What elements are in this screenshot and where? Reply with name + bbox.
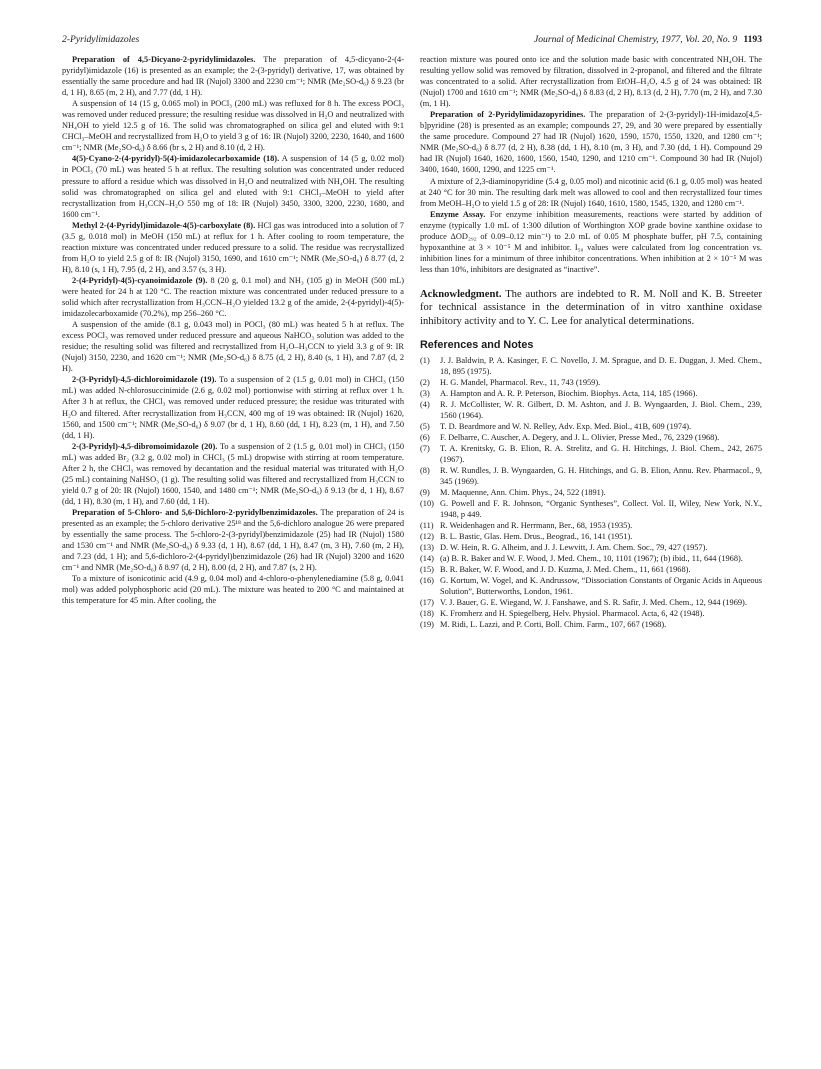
reference-item xyxy=(420,355,762,377)
reference-text: F. Delbarre, C. Auscher, A. Degery, and J. L. Olivier, Presse Med., 76, 2329 (1968). xyxy=(440,433,720,443)
right-column-paragraphs xyxy=(420,54,762,275)
reference-number: (18) xyxy=(420,609,434,619)
reference-item xyxy=(420,421,762,432)
reference-number: (3) xyxy=(420,389,430,399)
right-column-paragraph xyxy=(420,109,762,175)
left-column-paragraph xyxy=(62,441,404,507)
reference-item xyxy=(420,542,762,553)
paragraph-text: The preparation of 24 is presented as an example; the 5-chloro derivative 25¹⁸ and the 5,6-dichloro analogue 26 were prepared by essentially the same process. The 5-chloro-2-(3-pyridyl)benzimidazole (25) had IR (Nujol) 1580 and 1530 cm⁻¹ and NMR (Me₂SO-d₆) δ 9.33 (d, 1 H), 8.67 (dd, 1 H), 8.47 (m, 3 H), 7.60 (m, 2 H), and 7.23 (dd, 1 H); and 5,6-dichloro-2-(4-pyridyl)benzimidazole (26) had IR (Nujol) 3200 and 1620 cm⁻¹ and NMR (Me₂SO-d₆) δ 8.97 (d, 2 H), 8.00 (d, 2 H), and 7.87 (s, 2 H). xyxy=(62,507,404,573)
reference-number: (15) xyxy=(420,565,434,575)
reference-number: (14) xyxy=(420,554,434,564)
reference-item xyxy=(420,487,762,498)
reference-item xyxy=(420,608,762,619)
reference-item xyxy=(420,377,762,388)
reference-text: T. D. Beardmore and W. N. Relley, Adv. Exp. Med. Biol., 41B, 609 (1974). xyxy=(440,422,692,432)
paragraph-text: The preparation of 4,5-dicyano-2-(4-pyridyl)imidazole (16) is presented as an example; the 2-(3-pyridyl) derivative, 17, was obtained by essentially the same procedure and had IR (Nujol) 3300 and 2230 cm⁻¹; NMR (Me₂SO-d₆) δ 9.23 (br d, 1 H), 8.65 (m, 2 H), and 7.77 (dd, 1 H). xyxy=(62,55,405,98)
journal-page xyxy=(62,34,762,630)
reference-text: G. Powell and F. R. Johnson, “Organic Syntheses”, Collect. Vol. II, Wiley, New York, N.Y., 1948, p 449. xyxy=(440,499,762,520)
left-column-paragraph xyxy=(62,54,404,98)
paragraph-text: A suspension of 14 (15 g, 0.065 mol) in POCl₃ (200 mL) was refluxed for 8 h. The excess POCl₃ was removed under reduced pressure; the resulting residue was dissolved in H₂O and neutralized with NH₄OH to yield 12.5 g of 16. The solid was chromatographed on silica gel and eluted with 9:1 CHCl₃–MeOH and recrystallized from H₂O to yield 3 g of 16: IR (Nujol) 3200, 2230, 1640, and 1600 cm⁻¹; NMR (Me₂SO-d₆) δ 8.66 (br s, 2 H) and 8.10 (d, 2 H). xyxy=(62,99,404,153)
acknowledgment-text: The authors are indebted to R. M. Noll and K. B. Streeter for technical assistance in the determination of in vitro xanthine oxidase inhibitory activity and to Y. C. Lee for analytical determinations. xyxy=(420,288,762,327)
reference-text: M. Ridi, L. Lazzi, and P. Corti, Boll. Chim. Farm., 107, 667 (1968). xyxy=(440,620,667,630)
reference-number: (12) xyxy=(420,532,434,542)
reference-text: T. A. Krenitsky, G. B. Elion, R. A. Strelitz, and G. H. Hitchings, J. Biol. Chem., 242, 2675 (1967). xyxy=(440,444,762,465)
reference-number: (2) xyxy=(420,378,430,388)
reference-text: R. Weidenhagen and R. Herrmann, Ber., 68, 1953 (1935). xyxy=(440,521,633,531)
running-head-journal-block xyxy=(534,34,762,45)
reference-text: J. J. Baldwin, P. A. Kasinger, F. C. Novello, J. M. Sprague, and D. E. Duggan, J. Med. Chem., 18, 895 (1975). xyxy=(440,356,762,377)
paragraph-text: 8 (20 g, 0.1 mol) and NH₃ (105 g) in MeOH (500 mL) were heated for 24 h at 120 °C. The reaction mixture was concentrated under reduced pressure to a solid which after recrystallization from H₃CCN–H₂O yielded 13.2 g of the amide, 2-(4-pyridyl)-4(5)-imidazolecarboxamide (70.2%), mp 256–260 °C. xyxy=(62,275,404,319)
left-column-paragraph xyxy=(62,220,404,275)
reference-number: (4) xyxy=(420,400,430,410)
reference-number: (7) xyxy=(420,444,430,454)
reference-item xyxy=(420,564,762,575)
reference-number: (6) xyxy=(420,433,430,443)
reference-text: (a) B. R. Baker and W. F. Wood, J. Med. Chem., 10, 1101 (1967); (b) ibid., 11, 644 (1968). xyxy=(440,554,743,564)
right-column-paragraph xyxy=(420,54,762,109)
reference-item xyxy=(420,597,762,608)
right-column-paragraph xyxy=(420,209,762,275)
left-column-paragraph xyxy=(62,374,404,440)
reference-item xyxy=(420,399,762,421)
reference-item xyxy=(420,443,762,465)
reference-item xyxy=(420,498,762,520)
references-list xyxy=(420,355,762,630)
reference-item xyxy=(420,531,762,542)
reference-text: A. Hampton and A. R. P. Peterson, Biochim. Biophys. Acta, 114, 185 (1966). xyxy=(440,389,698,399)
acknowledgment-title: Acknowledgment. xyxy=(420,288,502,300)
reference-number: (9) xyxy=(420,488,430,498)
left-column-paragraph xyxy=(62,573,404,606)
acknowledgment xyxy=(420,288,762,328)
paragraph-text: A suspension of the amide (8.1 g, 0.043 mol) in POCl₃ (80 mL) was heated 5 h at reflux. The excess POCl₃ was removed under reduced pressure and aqueous NaHCO₃ solution was added to the residue; the resulting solid was filtered and recrystallized from H₂O–H₃CCN to yield 3.3 g of 9: IR (Nujol) 3150, 2230, and 1620 cm⁻¹; NMR (Me₂SO-d₆) δ 8.75 (d, 2 H), 8.40 (s, 1 H), and 7.87 (d, 2 H). xyxy=(62,320,404,374)
run-in-heading: Methyl 2-(4-Pyridyl)imidazole-4(5)-carboxylate (8). xyxy=(72,220,256,230)
paragraph-text: To a suspension of 2 (1.5 g, 0.01 mol) in CHCl₃ (150 mL) was added Br₂ (3.2 g, 0.02 mol) in CHCl₃ (5 mL) dropwise with stirring at room temperature. After 2 h, the CHCl₃ was removed by decantation and the residual material was triturated with H₂O (25 mL) containing NaHSO₃ (1 g). The resulting solid was filtered and recrystallized from H₃CCN to yield 0.7 g of 20: IR (Nujol) 1600, 1540, and 1480 cm⁻¹; NMR (Me₂SO-d₆) δ 9.13 (br d, 1 H), 8.67 (dd, 1 H), 8.30 (m, 1 H), and 7.60 (dd, 1 H). xyxy=(62,441,404,506)
paragraph-text: reaction mixture was poured onto ice and the solution made basic with concentrated NH₄OH. The resulting yellow solid was removed by filtration, dissolved in 2-propanol, and filtered and the filtrate was concentrated to a solid. After recrystallization from EtOH–H₂O, 4.5 g of 24 was obtained: IR (Nujol) 1700 and 1610 cm⁻¹; NMR (Me₂SO-d₆) δ 8.83 (d, 2 H), 8.13 (d, 2 H), 7.70 (m, 2 H), and 7.30 (m, 1 H). xyxy=(420,55,762,109)
run-in-heading: Preparation of 2-Pyridylimidazopyridines. xyxy=(430,110,586,120)
reference-item xyxy=(420,520,762,531)
reference-text: R. W. Rundles, J. B. Wyngaarden, G. H. Hitchings, and G. B. Elion, Annu. Rev. Pharmacol., 9, 345 (1969). xyxy=(440,466,762,487)
right-column xyxy=(420,54,762,630)
left-column xyxy=(62,54,404,630)
reference-number: (11) xyxy=(420,521,434,531)
reference-number: (8) xyxy=(420,466,430,476)
page-number: 1193 xyxy=(743,34,762,45)
right-column-paragraph xyxy=(420,176,762,209)
reference-item xyxy=(420,575,762,597)
run-in-heading: Enzyme Assay. xyxy=(430,209,486,219)
paragraph-text: A suspension of 14 (5 g, 0.02 mol) in POCl₃ (70 mL) was heated 5 h at reflux. The resulting solution was concentrated under reduced pressure to afford a residue which was dissolved in H₂O and neutralized with NH₄OH. The resulting solid was chromatographed on silica gel and eluted with 9:1 CHCl₃–MeOH to yield after recrystallization from H₃CCN–H₂O 550 mg of 18: IR (Nujol) 3450, 3300, 3200, 2230, 1680, and 1600 cm⁻¹. xyxy=(62,154,404,219)
run-in-heading: 2-(4-Pyridyl)-4(5)-cyanoimidazole (9). xyxy=(72,275,208,285)
left-column-paragraph xyxy=(62,319,404,374)
reference-item xyxy=(420,465,762,487)
running-head xyxy=(62,34,762,45)
reference-text: B. L. Bastic, Glas. Hem. Drus., Beograd., 16, 141 (1951). xyxy=(440,532,633,542)
reference-item xyxy=(420,432,762,443)
reference-text: D. W. Hein, R. G. Alheim, and J. J. Lewvitt, J. Am. Chem. Soc., 79, 427 (1957). xyxy=(440,543,708,553)
left-column-paragraph xyxy=(62,153,404,219)
journal-citation: Journal of Medicinal Chemistry, 1977, Vol. 20, No. 9 xyxy=(534,34,738,45)
running-head-title: 2-Pyridylimidazoles xyxy=(62,34,140,45)
left-column-paragraph xyxy=(62,275,404,319)
left-column-paragraph xyxy=(62,98,404,153)
reference-text: V. J. Bauer, G. E. Wiegand, W. J. Fanshawe, and S. R. Safir, J. Med. Chem., 12, 944 (1969). xyxy=(440,598,747,608)
two-column-body xyxy=(62,54,762,630)
reference-text: K. Fromherz and H. Spiegelberg, Helv. Physiol. Pharmacol. Acta, 6, 42 (1948). xyxy=(440,609,705,619)
paragraph-text: To a suspension of 2 (1.5 g, 0.01 mol) in CHCl₃ (150 mL) was added N-chlorosuccinimide (2.6 g, 0.02 mol) portionwise with stirring at reflux over 1 h. After 3 h at reflux, the CHCl₃ was removed under reduced pressure; the residue was triturated with H₂O and filtered. After recrystallization from H₃CCN, 400 mg of 19 was obtained: IR (Nujol) 1620, 1560, and 1500 cm⁻¹; NMR (Me₂SO-d₆) δ 9.07 (br d, 1 H), 8.60 (dd, 1 H), 8.23 (m, 1 H), and 7.50 (dd, 1 H). xyxy=(62,375,404,440)
paragraph-text: For enzyme inhibition measurements, reactions were started by addition of enzyme (typically 1.0 mL of 1:300 dilution of Worthington XOP grade bovine xanthine oxidase to produce ΔOD₂₉₂ of 0.09–0.12 min⁻¹) to 2.0 mL of 0.05 M phosphate buffer, pH 7.5, containing hypoxanthine at 3 × 10⁻⁵ M and inhibitor. I₅₀ values were calculated from log concentration vs. inhibition lines for a minimum of three inhibitor concentrations. When inhibition at 2 × 10⁻⁵ M was less than 10%, inhibitors are designated as “inactive”. xyxy=(420,209,762,274)
reference-text: M. Maquenne, Ann. Chim. Phys., 24, 522 (1891). xyxy=(440,488,606,498)
reference-item xyxy=(420,388,762,399)
paragraph-text: A mixture of 2,3-diaminopyridine (5.4 g, 0.05 mol) and nicotinic acid (6.1 g, 0.05 mol) was heated at 240 °C for 30 min. The resulting dark melt was allowed to cool and then recrystallized four times from MeOH–H₂O to yield 1.5 g of 28: IR (Nujol) 1640, 1610, 1580, 1545, 1320, and 1280 cm⁻¹. xyxy=(420,176,762,208)
reference-number: (13) xyxy=(420,543,434,553)
paragraph-text: HCl gas was introduced into a solution of 7 (3.5 g, 0.018 mol) in MeOH (150 mL) at reflux for 1 h. After cooling to room temperature, the reaction mixture was concentrated under reduced pressure to a solid. The residue was recrystallized from H₂O to yield 2.5 g of 8: IR (Nujol) 3150, 1690, and 1610 cm⁻¹; NMR (Me₂SO-d₆) δ 8.77 (d, 2 H), 8.10 (s, 1 H), 7.95 (d, 2 H), and 3.57 (s, 3 H). xyxy=(62,220,404,274)
reference-text: G. Kortum, W. Vogel, and K. Andrussow, “Dissociation Constants of Organic Acids in Aqueous Solution”, Butterworths, London, 1961. xyxy=(440,576,762,597)
reference-number: (16) xyxy=(420,576,434,586)
run-in-heading: Preparation of 4,5-Dicyano-2-pyridylimidazoles. xyxy=(72,55,256,64)
reference-item xyxy=(420,553,762,564)
reference-number: (5) xyxy=(420,422,430,432)
reference-number: (1) xyxy=(420,356,430,366)
reference-text: B. R. Baker, W. F. Wood, and J. D. Kuzma, J. Med. Chem., 11, 661 (1968). xyxy=(440,565,691,575)
left-column-paragraph xyxy=(62,507,404,573)
reference-item xyxy=(420,619,762,630)
paragraph-text: To a mixture of isonicotinic acid (4.9 g, 0.04 mol) and 4-chloro-o-phenylenediamine (5.8 g, 0.041 mol) was added polyphosphoric acid (20 mL). The mixture was heated to 200 °C and maintained at this temperature for 45 min. After cooling, the xyxy=(62,574,404,606)
paragraph-text: The preparation of 2-(3-pyridyl)-1H-imidazo[4,5-b]pyridine (28) is presented as an example; compounds 27, 29, and 30 were prepared by essentially the same procedure. Compound 27 had IR (Nujol) 1620, 1590, 1570, 1550, 1320, and 1280 cm⁻¹; NMR (Me₂SO-d₆) δ 8.77 (d, 2 H), 8.38 (dd, 1 H), 8.10 (m, 3 H), and 7.30 (dd, 1 H). Compound 29 had IR (Nujol) 1640, 1620, 1600, 1560, 1540, 1290, and 1210 cm⁻¹. Compound 30 had IR (Nujol) 3400, 1640, 1600, 1290, and 1225 cm⁻¹. xyxy=(420,110,762,175)
reference-text: R. J. McCollister, W. R. Gilbert, D. M. Ashton, and J. B. Wyngaarden, J. Biol. Chem., 239, 1560 (1964). xyxy=(440,400,762,421)
run-in-heading: 2-(3-Pyridyl)-4,5-dichloroimidazole (19). xyxy=(72,375,217,385)
reference-number: (10) xyxy=(420,499,434,509)
reference-text: H. G. Mandel, Pharmacol. Rev., 11, 743 (1959). xyxy=(440,378,601,388)
run-in-heading: 4(5)-Cyano-2-(4-pyridyl)-5(4)-imidazolecarboxamide (18). xyxy=(72,154,280,164)
run-in-heading: 2-(3-Pyridyl)-4,5-dibromoimidazole (20). xyxy=(72,441,218,451)
reference-number: (17) xyxy=(420,598,434,608)
run-in-heading: Preparation of 5-Chloro- and 5,6-Dichloro-2-pyridylbenzimidazoles. xyxy=(72,507,318,517)
references-heading: References and Notes xyxy=(420,339,534,352)
reference-number: (19) xyxy=(420,620,434,630)
